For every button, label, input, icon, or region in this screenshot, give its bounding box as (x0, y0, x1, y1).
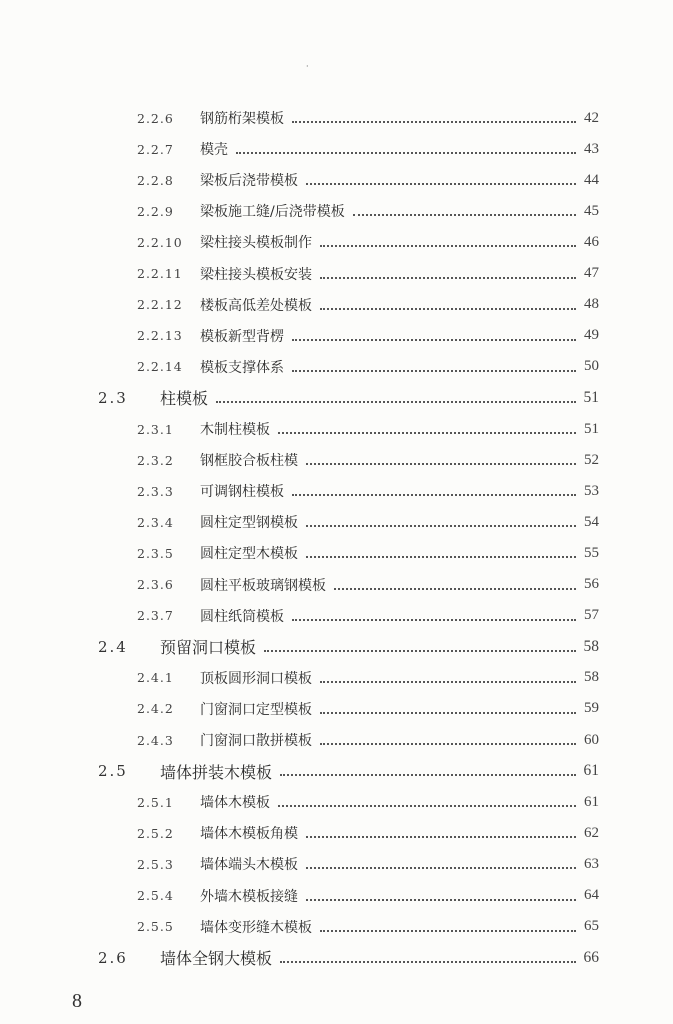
toc-entry-page: 62 (584, 824, 599, 841)
toc-entry-title: 模壳 (200, 142, 228, 159)
toc-entry-title: 门窗洞口定型模板 (200, 701, 312, 718)
toc-entry-page: 54 (584, 513, 599, 530)
toc-entry-title: 墙体拼装木模板 (160, 762, 273, 782)
toc-entry (0, 479, 673, 503)
toc-entry-number: 2.4.2 (137, 701, 174, 717)
toc-entry-page: 43 (584, 140, 599, 157)
toc-entry-number: 2.3.4 (137, 514, 174, 530)
toc-entry-number: 2.5 (98, 762, 128, 781)
toc-entry (0, 915, 673, 939)
toc-entry-number: 2.2.9 (137, 203, 174, 219)
toc-entry-title: 顶板圆形洞口模板 (200, 670, 312, 687)
toc-entry-number: 2.3.1 (137, 421, 174, 437)
page-number: 8 (72, 990, 82, 1012)
dot-leader (280, 772, 576, 776)
dot-leader (320, 243, 576, 247)
toc-entry-title: 圆柱定型木模板 (200, 546, 298, 563)
toc-entry-number: 2.2.10 (137, 234, 183, 250)
toc-entry-number: 2.5.5 (137, 919, 174, 935)
toc-entry-number: 2.3.5 (137, 545, 174, 561)
dot-leader (306, 181, 576, 185)
toc-entry-title: 楼板高低差处模板 (200, 297, 312, 314)
toc-entry-page: 47 (584, 265, 599, 281)
toc-entry-page: 45 (584, 202, 599, 219)
toc-entry-page: 57 (584, 607, 599, 624)
toc-entry (0, 884, 673, 908)
toc-entry (0, 635, 673, 659)
toc-entry-title: 梁柱接头模板安装 (200, 266, 312, 283)
toc-entry-number: 2.5.2 (137, 825, 174, 841)
dot-leader (320, 275, 576, 279)
toc-entry (0, 355, 673, 379)
toc-entry (0, 728, 673, 752)
toc-entry-title: 墙体全钢大模板 (160, 949, 273, 969)
toc-entry-page: 61 (583, 762, 599, 780)
dot-leader (306, 897, 576, 901)
toc-entry-title: 钢筋桁架模板 (200, 111, 284, 127)
toc-entry-page: 48 (584, 296, 599, 313)
dot-leader (320, 928, 576, 932)
toc-entry (0, 293, 673, 317)
toc-entry (0, 137, 673, 161)
toc-entry-number: 2.3 (98, 388, 128, 407)
toc-entry-page: 44 (584, 171, 599, 188)
toc-entry-page: 42 (584, 109, 599, 126)
toc-entry-page: 51 (583, 388, 599, 406)
toc-entry-page: 58 (584, 669, 599, 686)
toc-entry-number: 2.2.7 (137, 141, 174, 157)
toc-entry-number: 2.6 (98, 948, 128, 967)
toc-entry (0, 386, 673, 410)
toc-entry-title: 模板新型背楞 (200, 328, 284, 345)
dot-leader (306, 461, 576, 465)
dot-leader (320, 306, 576, 310)
toc-entry-page: 46 (584, 233, 599, 250)
toc-entry (0, 790, 673, 814)
toc-entry (0, 541, 673, 565)
toc-entry-title: 预留洞口模板 (160, 638, 257, 658)
toc-entry-number: 2.5.1 (137, 794, 174, 810)
dot-leader (292, 492, 576, 496)
toc-entry-page: 65 (584, 918, 599, 935)
dot-leader (216, 399, 576, 403)
toc-entry (0, 230, 673, 254)
toc-entry-number: 2.5.3 (137, 856, 174, 872)
toc-entry (0, 510, 673, 534)
dot-leader (320, 741, 576, 745)
dot-leader (292, 337, 576, 341)
dot-leader (292, 617, 576, 621)
toc-entry-number: 2.2.13 (137, 328, 183, 344)
dot-leader (280, 959, 576, 963)
toc-entry-page: 55 (584, 544, 599, 561)
toc-entry-number: 2.3.6 (137, 577, 174, 592)
toc-entry-page: 63 (584, 855, 599, 872)
toc-entry (0, 448, 673, 472)
toc-entry-title: 可调钢柱模板 (200, 484, 284, 501)
toc-entry (0, 821, 673, 845)
toc-entry-number: 2.4 (98, 637, 128, 656)
toc-entry-number: 2.4.3 (137, 732, 174, 748)
toc-entry-number: 2.5.4 (137, 888, 174, 903)
dot-leader (334, 586, 576, 590)
toc-entry (0, 759, 673, 783)
toc-entry-title: 柱模板 (160, 389, 209, 409)
toc-entry-title: 梁板施工缝/后浇带模板 (200, 204, 345, 221)
toc-entry-title: 圆柱平板玻璃钢模板 (200, 577, 326, 594)
toc-entry-page: 53 (584, 482, 599, 499)
dot-leader (353, 212, 576, 216)
toc-entry-title: 墙体端头木模板 (200, 857, 298, 874)
toc-entry (0, 417, 673, 441)
toc-entry-number: 2.2.11 (137, 266, 183, 281)
toc-entry (0, 852, 673, 876)
top-mark: · (306, 62, 309, 71)
toc-entry (0, 697, 673, 721)
toc-entry-page: 61 (584, 793, 599, 810)
toc-entry (0, 573, 673, 597)
toc-entry (0, 262, 673, 286)
toc-entry (0, 666, 673, 690)
toc-entry-title: 墙体木模板 (200, 795, 270, 812)
toc-entry-page: 66 (583, 948, 599, 966)
toc-entry-page: 58 (583, 637, 599, 655)
dot-leader (306, 554, 576, 558)
toc-entry-page: 64 (584, 887, 599, 903)
toc-entry-number: 2.4.1 (137, 670, 174, 686)
toc-entry (0, 946, 673, 970)
toc-entry-page: 56 (584, 576, 599, 592)
toc-entry-title: 外墙木模板接缝 (200, 888, 298, 905)
dot-leader (278, 430, 576, 434)
toc-entry-title: 模板支撑体系 (200, 359, 284, 376)
dot-leader (292, 119, 576, 123)
toc-entry (0, 199, 673, 223)
dot-leader (306, 523, 576, 527)
toc-entry-number: 2.3.3 (137, 483, 174, 499)
toc-entry (0, 106, 673, 130)
toc-entry-title: 梁柱接头模板制作 (200, 235, 312, 252)
toc-entry-title: 墙体变形缝木模板 (200, 919, 312, 936)
toc-entry-title: 墙体木模板角模 (200, 826, 298, 843)
toc-entry-title: 圆柱定型钢模板 (200, 515, 298, 532)
dot-leader (278, 803, 576, 807)
dot-leader (306, 834, 576, 838)
dot-leader (320, 710, 576, 714)
toc-entry (0, 604, 673, 628)
toc-entry-title: 钢框胶合板柱模 (200, 453, 298, 470)
toc-entry (0, 324, 673, 348)
toc-entry-title: 梁板后浇带模板 (200, 173, 298, 190)
toc-entry-number: 2.2.8 (137, 172, 174, 188)
dot-leader (320, 679, 576, 683)
toc-entry-number: 2.2.14 (137, 359, 183, 375)
toc-entry-number: 2.3.2 (137, 452, 174, 468)
toc-entry-page: 51 (584, 420, 599, 437)
dot-leader (292, 368, 576, 372)
toc-entry-title: 圆柱纸筒模板 (200, 608, 284, 625)
dot-leader (306, 865, 576, 869)
toc-entry-page: 50 (584, 358, 599, 375)
toc-entry-page: 52 (584, 451, 599, 468)
toc-entry-number: 2.2.12 (137, 297, 183, 313)
toc-entry-number: 2.2.6 (137, 110, 174, 126)
toc-entry-title: 门窗洞口散拼模板 (200, 733, 312, 749)
toc-entry-title: 木制柱模板 (200, 422, 270, 438)
dot-leader (264, 648, 576, 652)
toc-entry-page: 60 (584, 731, 599, 748)
toc-entry-number: 2.3.7 (137, 608, 174, 624)
dot-leader (236, 150, 576, 154)
toc-entry-page: 49 (584, 327, 599, 344)
toc-entry-page: 59 (584, 700, 599, 717)
toc-entry (0, 168, 673, 192)
